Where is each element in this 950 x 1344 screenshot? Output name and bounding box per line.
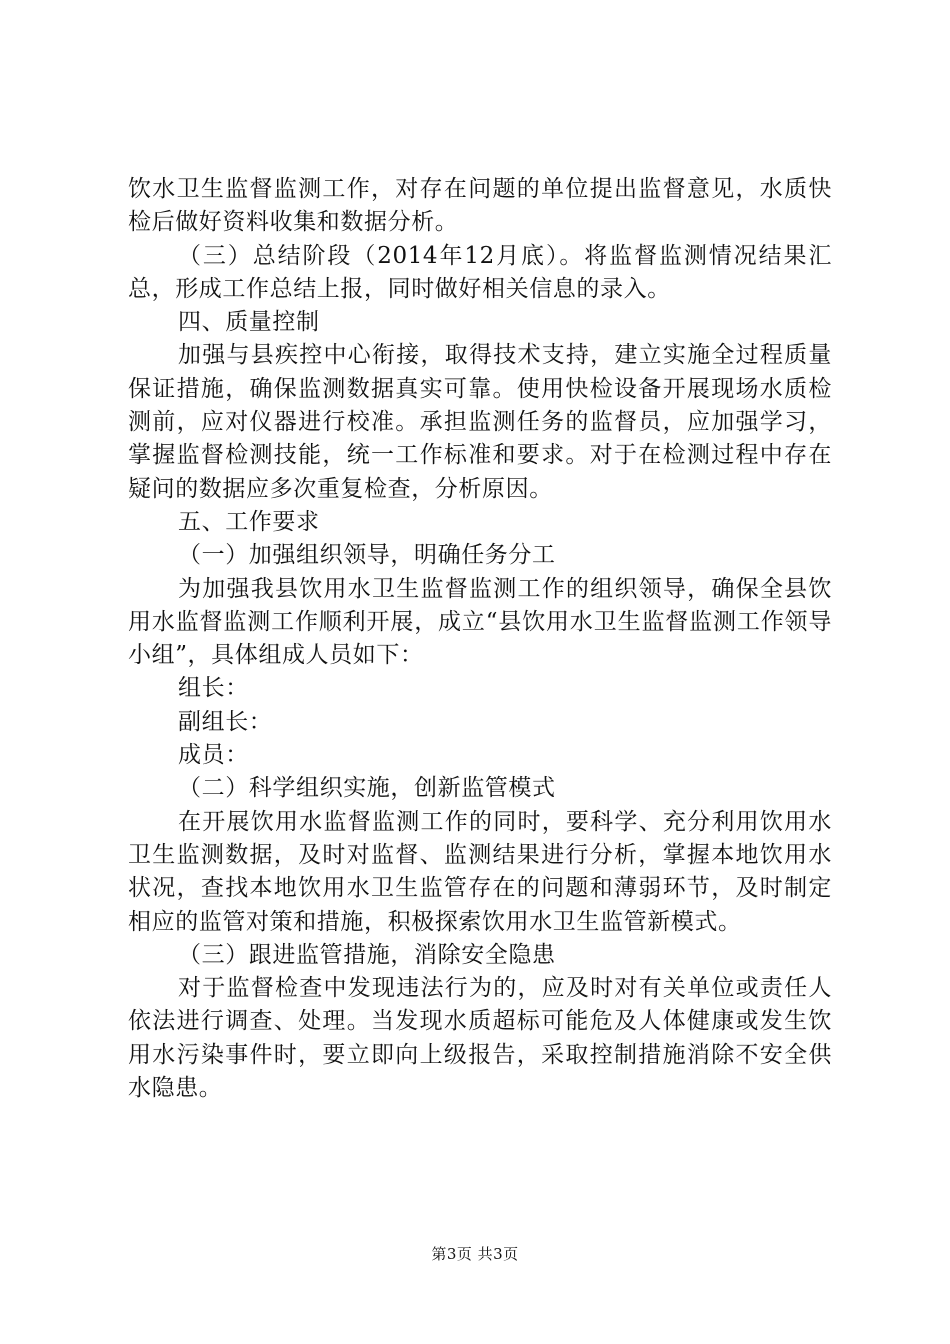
paragraph: 饮水卫生监督监测工作，对存在问题的单位提出监督意见，水质快检后做好资料收集和数据分析。: [128, 176, 832, 236]
section-heading: 四、质量控制: [178, 309, 320, 336]
subsection-heading: （一）加强组织领导，明确任务分工: [178, 542, 556, 569]
role-line-members: 成员：: [178, 742, 249, 769]
section-heading: 五、工作要求: [178, 508, 320, 535]
paragraph: 在开展饮用水监督监测工作的同时，要科学、充分利用饮用水卫生监测数据，及时对监督、监测结果进行分析，掌握本地饮用水状况，查找本地饮用水卫生监管存在的问题和薄弱环节，及时制定相应的监管对策和措施，积极探索饮用水卫生监管新模式。: [128, 808, 832, 935]
subsection-heading: （二）科学组织实施，创新监管模式: [178, 775, 556, 802]
subsection-heading: （三）跟进监管措施，消除安全隐患: [178, 941, 556, 968]
paragraph: 对于监督检查中发现违法行为的，应及时对有关单位或责任人依法进行调查、处理。当发现水质超标可能危及人体健康或发生饮用水污染事件时，要立即向上级报告，采取控制措施消除不安全供水隐患。: [128, 975, 832, 1102]
role-line-deputy-leader: 副组长：: [178, 708, 273, 735]
page-number-footer: 第3页 共3页: [431, 1245, 519, 1263]
role-line-leader: 组长：: [178, 675, 249, 702]
paragraph: 为加强我县饮用水卫生监督监测工作的组织领导，确保全县饮用水监督监测工作顺利开展，成立“县饮用水卫生监督监测工作领导小组”，具体组成人员如下：: [128, 575, 832, 669]
paragraph: （三）总结阶段（2014年12月底）。将监督监测情况结果汇总，形成工作总结上报，同时做好相关信息的录入。: [128, 242, 832, 302]
document-body: [128, 173, 832, 1105]
paragraph: 加强与县疾控中心衔接，取得技术支持，建立实施全过程质量保证措施，确保监测数据真实可靠。使用快检设备开展现场水质检测前，应对仪器进行校准。承担监测任务的监督员，应加强学习，掌握监督检测技能，统一工作标准和要求。对于在检测过程中存在疑问的数据应多次重复检查，分析原因。: [128, 342, 832, 502]
